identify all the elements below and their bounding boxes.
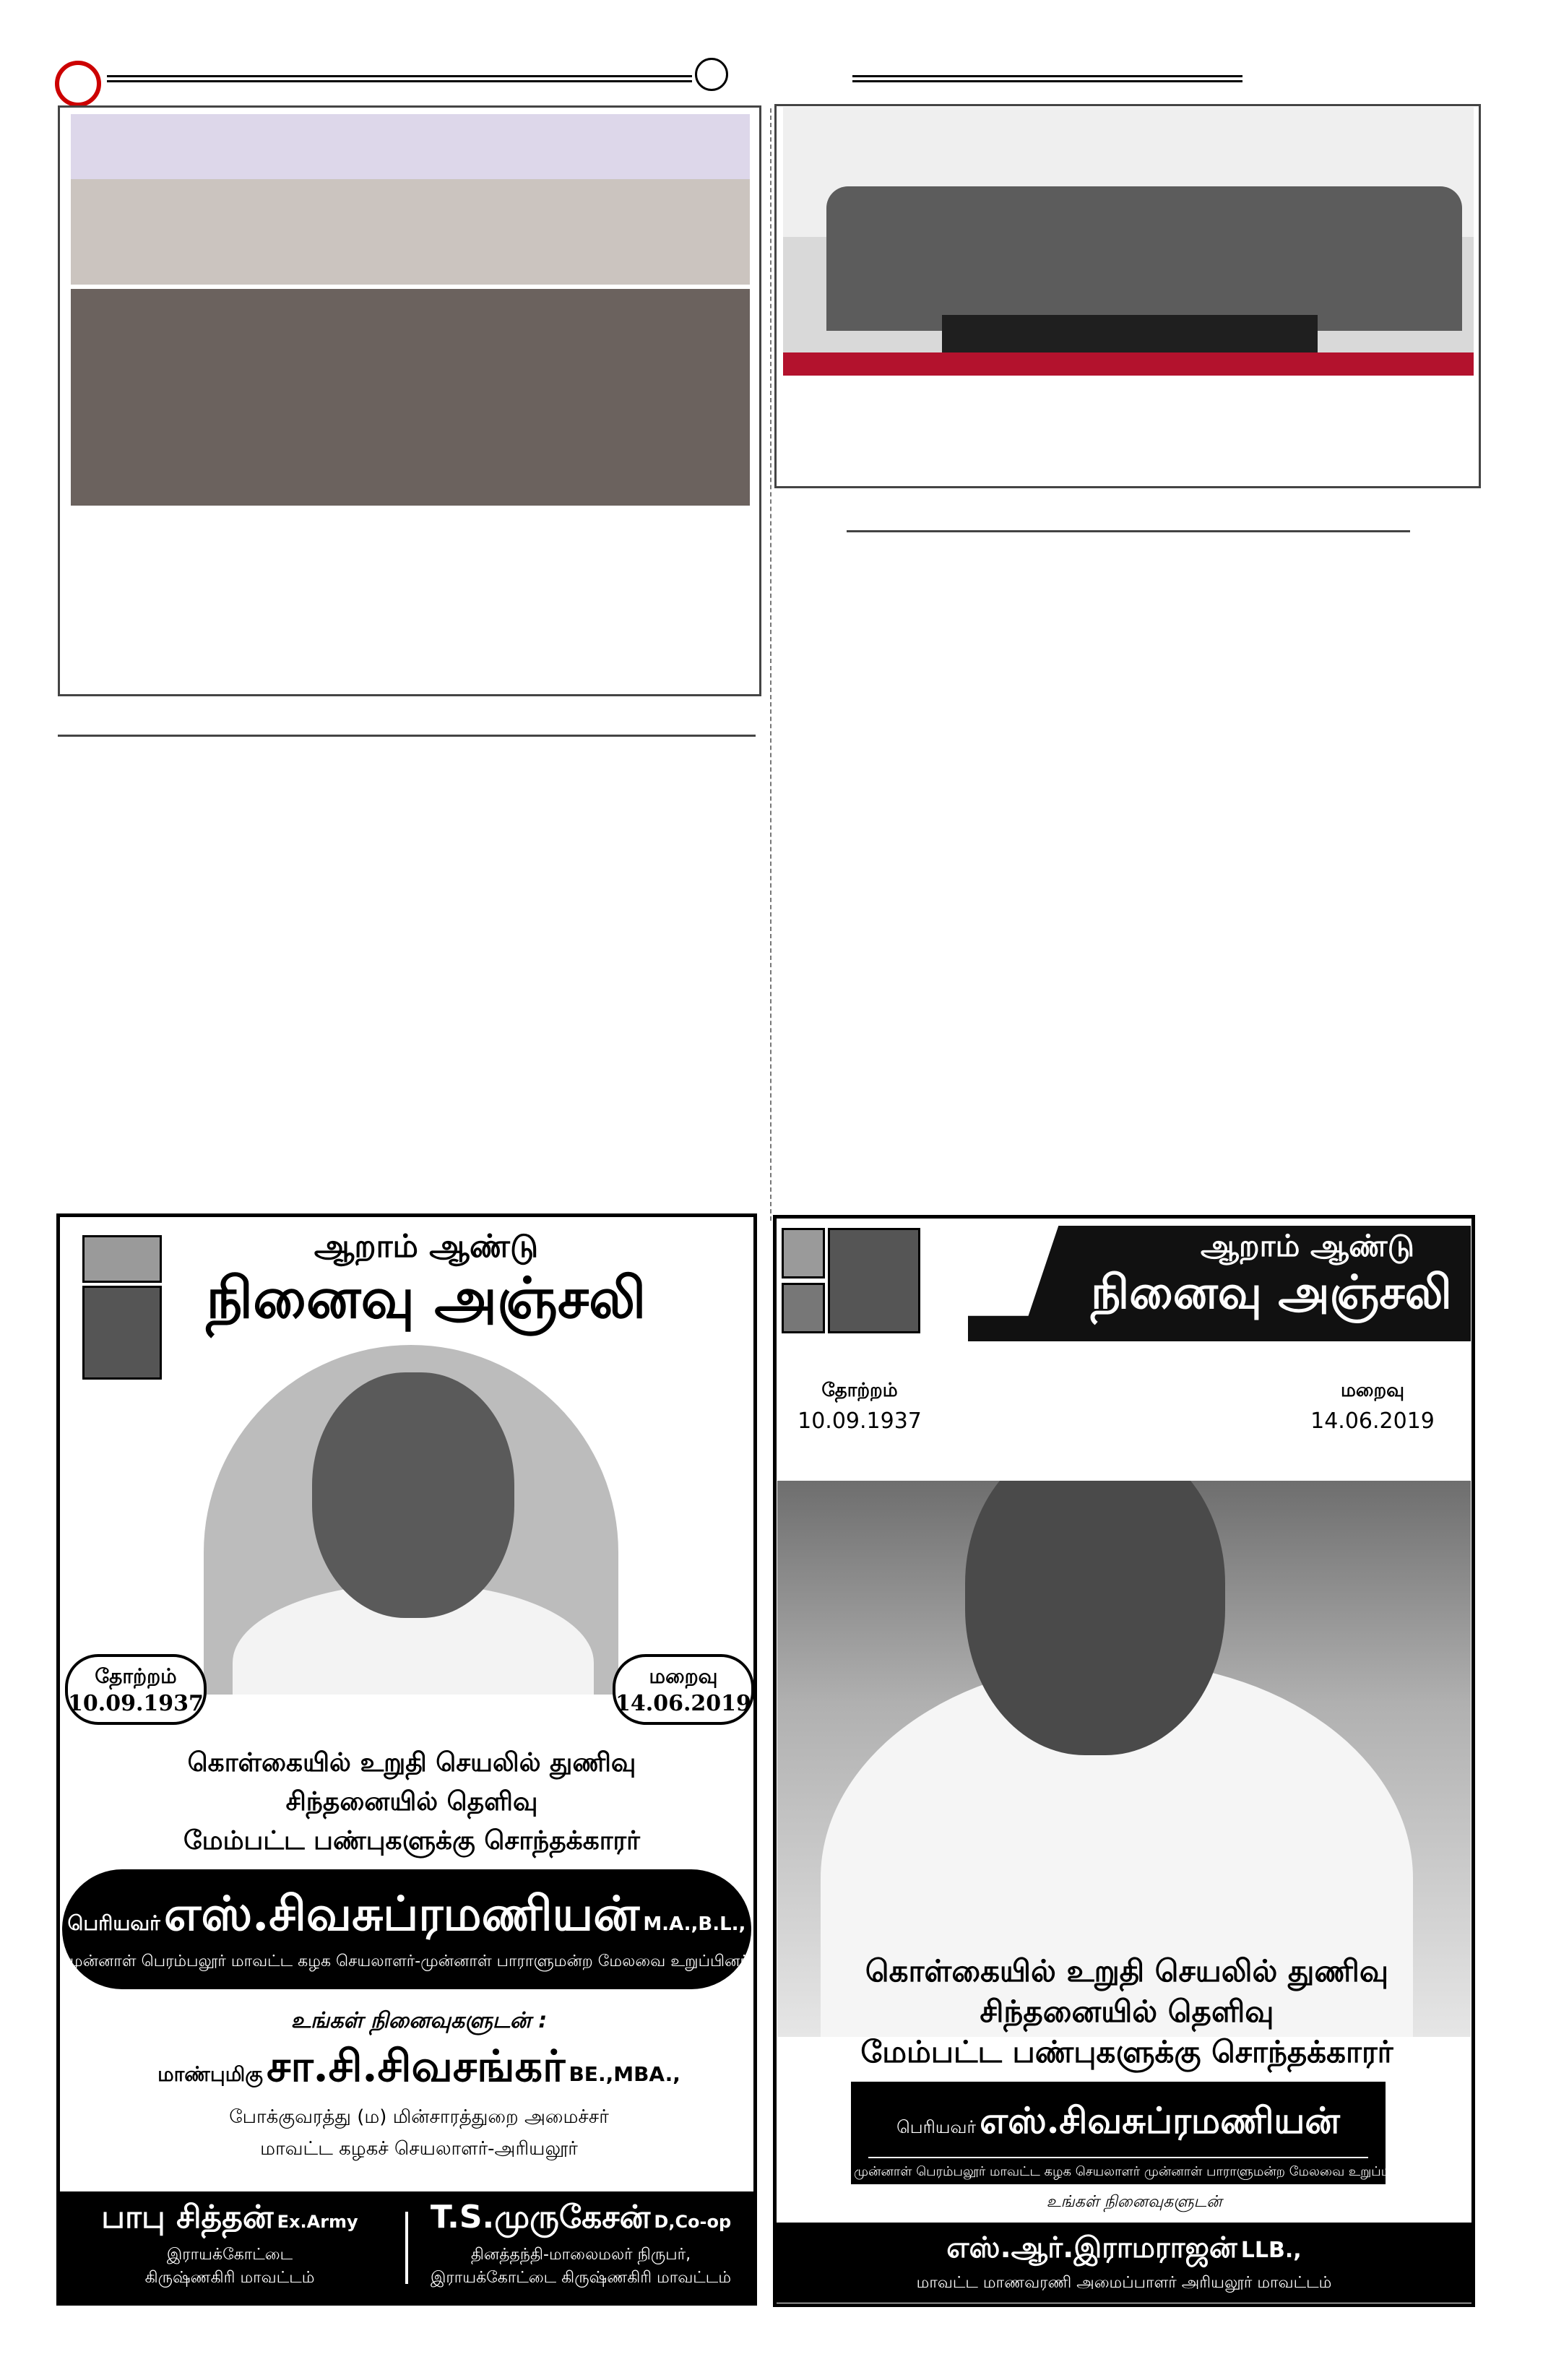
header-rule-left xyxy=(107,75,692,82)
leaders-photo-small xyxy=(82,1235,162,1283)
minister-designation: போக்குவரத்து (ம) மின்சாரத்துறை அமைச்சர் xyxy=(229,2106,609,2128)
death-date: 14.06.2019 xyxy=(615,1691,751,1716)
leader-photo-small-2 xyxy=(782,1283,825,1333)
news-photo-right xyxy=(783,107,1474,376)
footer-district-1: கிருஷ்ணகிரி மாவட்டம் xyxy=(144,2269,315,2287)
ad2-name-rule xyxy=(868,2157,1368,2158)
birth-label: தோற்றம் xyxy=(95,1664,177,1688)
slogan-line-2: சிந்தனையில் தெளிவு xyxy=(285,1787,538,1817)
ad-title-small: ஆறாம் ஆண்டு xyxy=(314,1228,539,1265)
ad2-slogan-line-1: கொள்கையில் உறுதி செயலில் துணிவு xyxy=(865,1953,1389,1989)
ad2-portrait-head xyxy=(965,1481,1225,1755)
footer-district-2: இராயக்கோட்டை கிருஷ்ணகிரி மாவட்டம் xyxy=(430,2269,732,2287)
audience-crowd xyxy=(71,287,750,506)
footer-name-2: T.S.முருகேசன் xyxy=(430,2199,651,2236)
name-banner xyxy=(62,1869,751,1989)
ad2-name-box xyxy=(851,2082,1412,2184)
footer-town-1: இராயக்கோட்டை xyxy=(166,2246,293,2264)
ad2-title-big: நினைவு அஞ்சலி xyxy=(1091,1265,1452,1320)
name-prefix: பெரியவர் xyxy=(67,1911,160,1935)
slogan-line-1: கொள்கையில் உறுதி செயலில் துணிவு xyxy=(187,1748,636,1778)
footer-person-1 xyxy=(60,2199,399,2289)
footer-suffix-2: D,Co-op xyxy=(654,2212,732,2232)
ad2-birth-date: 10.09.1937 xyxy=(798,1408,922,1434)
deceased-degree: M.A.,B.L., xyxy=(643,1913,746,1935)
deceased-name: எஸ்.சிவசுப்ரமணியன் xyxy=(163,1885,640,1942)
newspaper-logo-circle xyxy=(55,61,101,107)
ad2-deceased-name: எஸ்.சிவசுப்ரமணியன் xyxy=(980,2099,1340,2142)
portrait-head xyxy=(312,1372,514,1618)
minister-district: மாவட்ட கழகச் செயலாளர்-அரியலூர் xyxy=(260,2138,578,2160)
section-rule-right xyxy=(847,530,1410,532)
red-carpet xyxy=(783,352,1474,376)
ad2-footer-suffix: LLB., xyxy=(1240,2238,1302,2263)
death-label: மறைவு xyxy=(649,1664,718,1688)
footer-role-2: தினத்தந்தி-மாலைமலர் நிருபர், xyxy=(470,2246,691,2264)
ad2-slogan-line-2: சிந்தனையில் தெளிவு xyxy=(980,1994,1274,2029)
photo-separator xyxy=(71,285,750,289)
elephant-emblem-icon xyxy=(695,58,728,91)
ad2-title-small: ஆறாம் ஆண்டு xyxy=(1200,1228,1415,1263)
with-memories-label: உங்கள் நினைவுகளுடன் : xyxy=(290,2008,548,2033)
ad2-birth-label: தோற்றம் xyxy=(821,1380,898,1401)
minister-degree: BE.,MBA., xyxy=(569,2062,680,2086)
dignitaries-group xyxy=(826,186,1462,331)
ad2-slogan-line-3: மேம்பட்ட பண்புகளுக்கு சொந்தக்காரர் xyxy=(860,2034,1393,2069)
column-divider xyxy=(770,108,772,1221)
ad2-death-label: மறைவு xyxy=(1340,1380,1405,1401)
header-rule-right xyxy=(852,75,1242,82)
section-rule-left xyxy=(58,735,756,737)
death-date-badge xyxy=(613,1654,754,1725)
footer-person-2 xyxy=(411,2199,751,2289)
footer-name-1: பாபு சித்தன் xyxy=(101,2199,274,2236)
minister-prefix: மாண்புமிகு xyxy=(157,2062,264,2086)
minister-name: சா.சி.சிவசங்கர் xyxy=(267,2041,566,2092)
ad2-footer-role: மாவட்ட மாணவரணி அமைப்பாளர் அரியலூர் மாவட்டம் xyxy=(916,2274,1332,2292)
ad2-death-date: 14.06.2019 xyxy=(1310,1408,1435,1434)
slogan-line-3: மேம்பட்ட பண்புகளுக்கு சொந்தக்காரர் xyxy=(183,1826,640,1856)
footer-suffix-1: Ex.Army xyxy=(277,2212,358,2232)
news-photo-left xyxy=(71,114,750,506)
ad2-with-memories: உங்கள் நினைவுகளுடன் xyxy=(1046,2193,1222,2211)
leader-photo-large xyxy=(828,1228,920,1333)
ad2-name-prefix: பெரியவர் xyxy=(896,2117,977,2137)
deceased-description: முன்னாள் பெரம்பலூர் மாவட்ட கழக செயலாளர்-முன்னாள் பாராளுமன்ற மேலவை உறுப்பினர் xyxy=(65,1952,748,1970)
ad2-footer xyxy=(777,2223,1471,2303)
birth-date-badge xyxy=(65,1654,207,1725)
ad2-deceased-description: முன்னாள் பெரம்பலூர் மாவட்ட கழக செயலாளர் முன்னாள் பாராளுமன்ற மேலவை உறுப்பினர் xyxy=(854,2164,1412,2179)
footer-divider xyxy=(405,2212,408,2284)
ad-title-big: நினைவு அஞ்சலி xyxy=(206,1265,647,1331)
minister-name-line xyxy=(101,2041,737,2098)
leader-photo xyxy=(82,1286,162,1380)
birth-date: 10.09.1937 xyxy=(68,1691,204,1716)
ad-footer-left xyxy=(60,2191,753,2302)
leader-photo-small-1 xyxy=(782,1228,825,1278)
ad2-footer-name: எஸ்.ஆர்.இராமராஜன் xyxy=(946,2231,1237,2264)
